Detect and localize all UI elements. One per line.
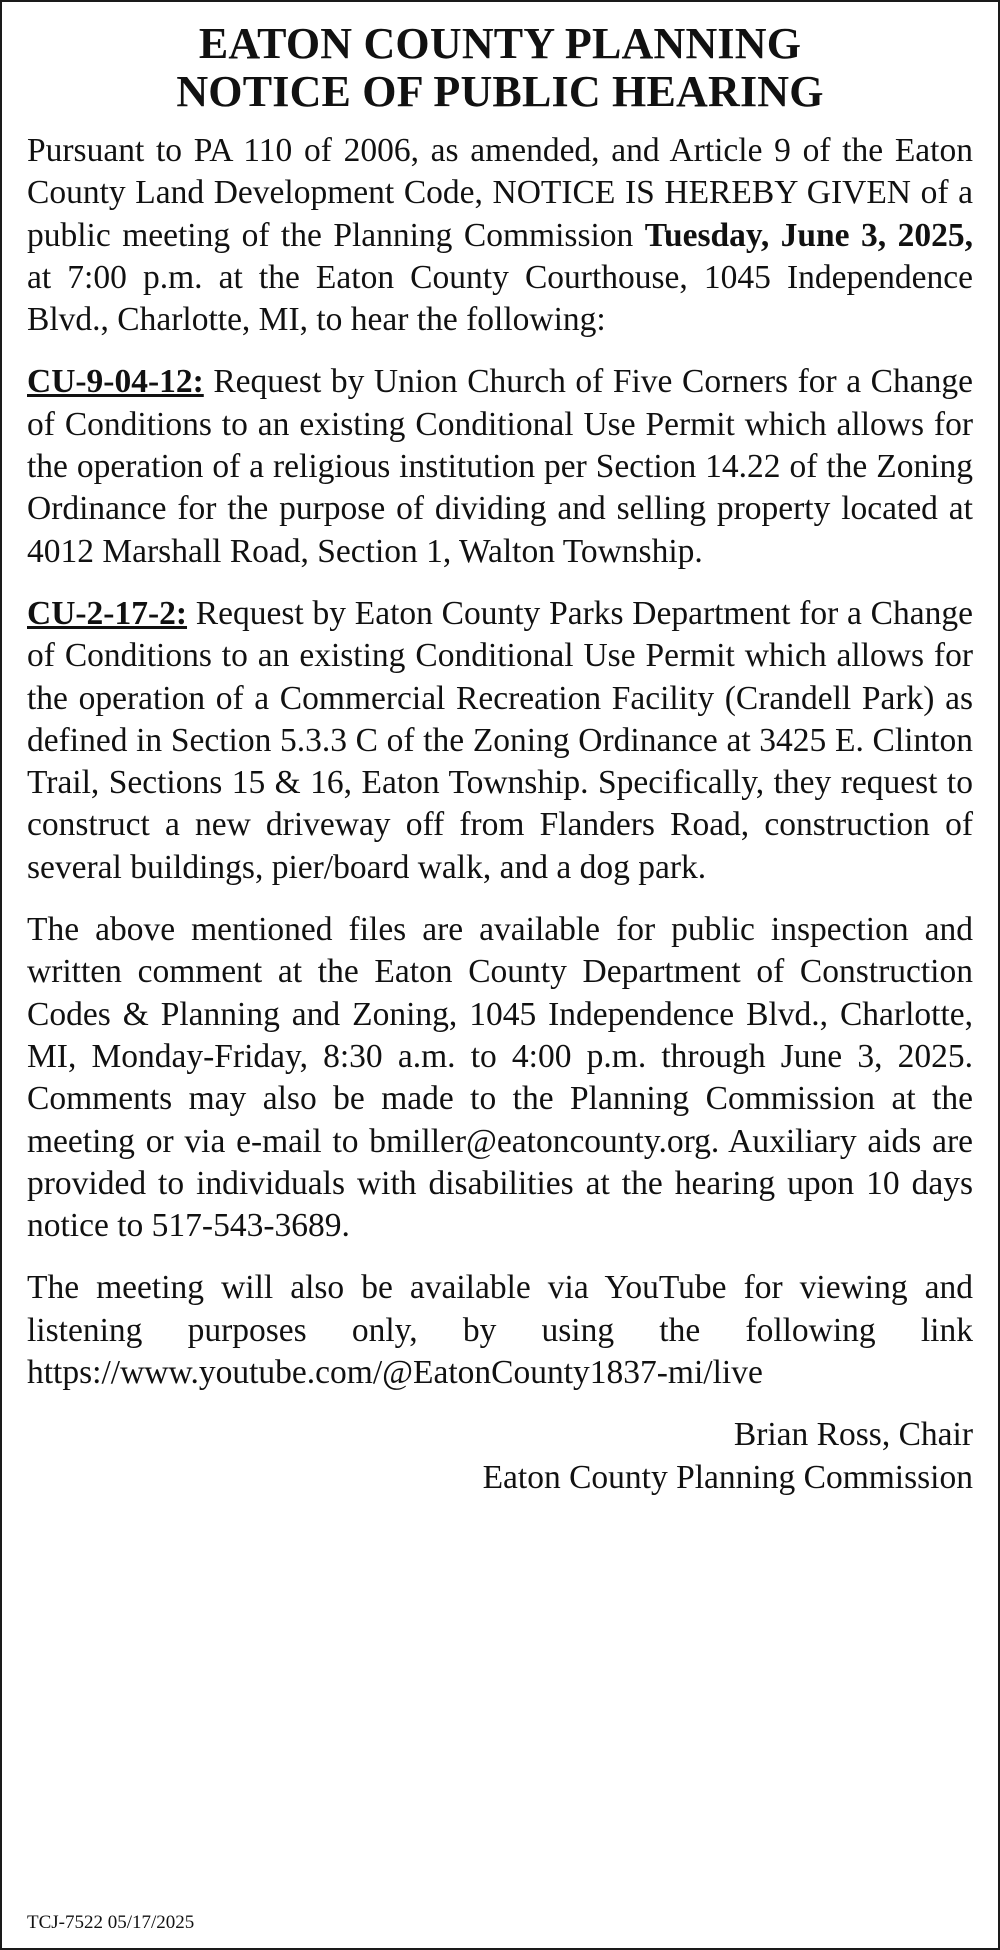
intro-text: Pursuant to PA 110 of 2006, as amended, and Article 9 of the Eaton County Land Development Code, NOTICE IS HEREBY GIVEN of a public meeting of the Planning Commission	[27, 132, 973, 254]
youtube-paragraph: The meeting will also be available via YouTube for viewing and listening purposes only, by using the following link https://www.youtube.com/@EatonCounty1837-mi/live	[27, 1269, 973, 1392]
intro-paragraph	[27, 130, 973, 341]
case-paragraph	[27, 593, 973, 889]
signatory-organization: Eaton County Planning Commission	[482, 1458, 973, 1496]
case-paragraph	[27, 361, 973, 572]
signatory-name: Brian Ross, Chair	[733, 1416, 973, 1454]
case-description: Request by Union Church of Five Corners for a Change of Conditions to an existing Conditional Use Permit which allows for the operation of a religious institution per Section 14.22 of the Zoning Ordinance for the purpose of dividing and selling property located at 4012 Marshall Road, Section 1, Walton Township.	[27, 363, 973, 570]
case-number: CU-2-17-2:	[27, 594, 188, 632]
title-line-2: NOTICE OF PUBLIC HEARING	[176, 67, 824, 116]
notice-title	[27, 20, 973, 116]
title-line-1: EATON COUNTY PLANNING	[198, 19, 802, 68]
case-number: CU-9-04-12:	[27, 363, 204, 401]
files-availability-paragraph: The above mentioned files are available for public inspection and written comment at the Eaton County Department of Construction Codes & Planning and Zoning, 1045 Independence Blvd., Charlotte, MI, Monday-Friday, 8:30 a.m. to 4:00 p.m. through June 3, 2025. Comments may also be made to the Planning Commission at the meeting or via e-mail to bmiller@eatoncounty.org. Auxiliary aids are provided to individuals with disabilities at the hearing upon 10 days notice to 517-543-3689.	[27, 911, 973, 1245]
meeting-date: Tuesday, June 3, 2025,	[644, 216, 973, 254]
intro-text-continued: at 7:00 p.m. at the Eaton County Courthouse, 1045 Independence Blvd., Charlotte, MI, to hear the following:	[27, 258, 973, 339]
signature-block	[27, 1414, 973, 1499]
publication-reference: TCJ-7522 05/17/2025	[27, 1912, 195, 1933]
case-description: Request by Eaton County Parks Department for a Change of Conditions to an existing Conditional Use Permit which allows for the operation of a Commercial Recreation Facility (Crandell Park) as defined in Section 5.3.3 C of the Zoning Ordinance at 3425 E. Clinton Trail, Sections 15 & 16, Eaton Township. Specifically, they request to construct a new driveway off from Flanders Road, construction of several buildings, pier/board walk, and a dog park.	[27, 594, 973, 886]
